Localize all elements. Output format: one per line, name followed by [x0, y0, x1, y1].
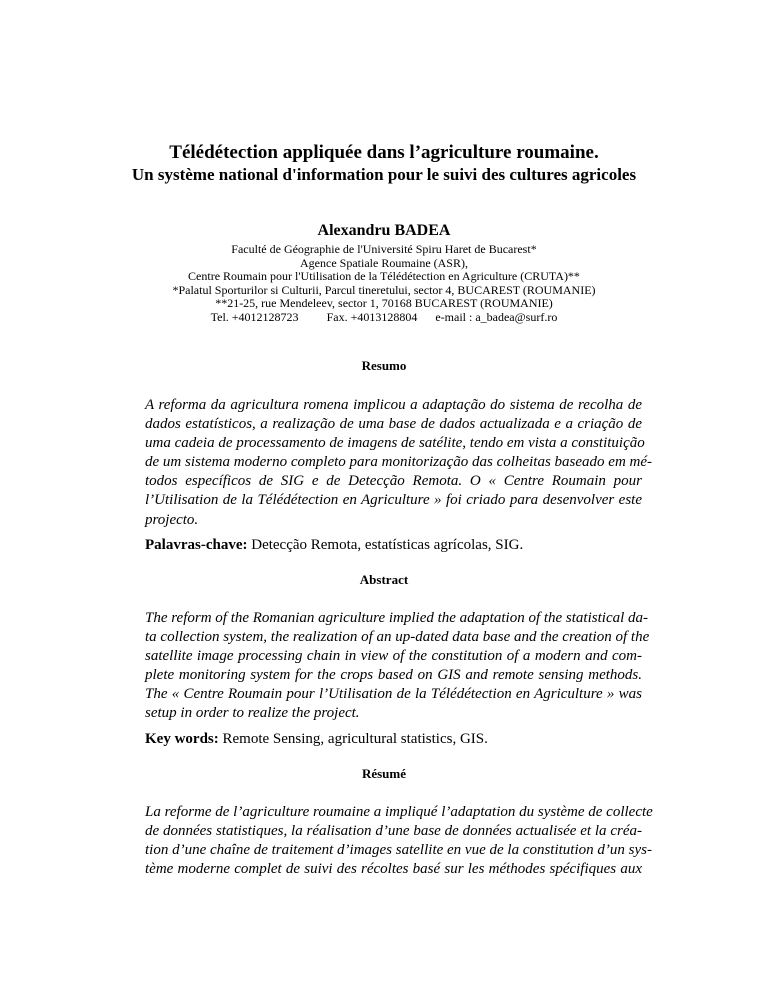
- affiliation-line: **21-25, rue Mendeleev, sector 1, 70168 BUCAREST (ROUMANIE): [215, 296, 553, 311]
- paper-title: Télédétection appliquée dans l’agriculture roumaine.: [169, 142, 599, 163]
- resumo-line: projecto.: [145, 511, 199, 528]
- abstract-line: The « Centre Roumain pour l’Utilisation de la Télédétection en Agriculture » was: [145, 686, 642, 703]
- paper-subtitle: Un système national d'information pour le suivi des cultures agricoles: [131, 165, 637, 184]
- resumo-line: dados estatísticos, a realização de uma base de dados actualizada e a criação de: [145, 416, 642, 433]
- author-name: Alexandru BADEA: [317, 222, 451, 239]
- resume-heading: Résumé: [361, 766, 407, 781]
- abstract-line: setup in order to realize the project.: [145, 705, 360, 722]
- resume-line: tion d’une chaîne de traitement d’images satellite en vue de la constitution d’un sys-: [145, 842, 652, 859]
- fax: Fax. +4013128804: [326, 309, 418, 324]
- affiliation-line: Agence Spatiale Roumaine (ASR),: [300, 255, 468, 270]
- resumo-keywords: [145, 536, 642, 555]
- resume-line: de données statistiques, la réalisation d’une base de données actualisée et la créa-: [145, 823, 642, 840]
- resumo-heading: Resumo: [361, 358, 407, 373]
- resume-body: [145, 803, 653, 879]
- abstract-keywords: [145, 730, 642, 749]
- resumo-line: A reforma da agricultura romena implicou a adaptação do sistema de recolha de: [145, 397, 642, 413]
- resume-line: tème moderne complet de suivi des récoltes basé sur les méthodes spécifiques aux: [145, 861, 642, 878]
- abstract-line: ta collection system, the realization of an up-dated data base and the creation of the: [145, 629, 650, 646]
- abstract-body: [145, 609, 650, 724]
- resume-line: La reforme de l’agriculture roumaine a impliqué l’adaptation du système de collecte: [145, 804, 653, 820]
- resumo-line: de um sistema moderno completo para monitorização das colheitas baseado em mé-: [145, 454, 653, 471]
- keywords-label: Palavras-chave:: [145, 537, 248, 553]
- email-address[interactable]: e-mail : a_badea@surf.ro: [435, 309, 558, 324]
- abstract-line: The reform of the Romanian agriculture implied the adaptation of the statistical da-: [145, 610, 649, 626]
- author-affiliations: [0, 243, 768, 325]
- resumo-line: l’Utilisation de la Télédétection en Agriculture » foi criado para desenvolver este: [145, 492, 642, 509]
- abstract-heading: Abstract: [359, 572, 409, 587]
- resumo-line: todos específicos de SIG e de Detecção Remota. O « Centre Roumain pour: [145, 473, 642, 490]
- keywords-text: Remote Sensing, agricultural statistics, GIS.: [222, 731, 488, 747]
- contact-line: [0, 311, 768, 325]
- keywords-label: Key words:: [145, 731, 219, 747]
- resumo-body: [145, 396, 653, 530]
- abstract-line: satellite image processing chain in view of the constitution of a modern and com-: [145, 648, 642, 665]
- affiliation-line: Centre Roumain pour l'Utilisation de la Télédétection en Agriculture (CRUTA)**: [188, 269, 580, 284]
- affiliation-line: Faculté de Géographie de l'Université Spiru Haret de Bucarest*: [231, 242, 537, 256]
- keywords-text: Detecção Remota, estatísticas agrícolas, SIG.: [251, 537, 524, 553]
- telephone: Tel. +4012128723: [210, 309, 299, 324]
- resumo-line: uma cadeia de processamento de imagens de satélite, tendo em vista a constituição: [145, 435, 645, 452]
- abstract-line: plete monitoring system for the crops based on GIS and remote sensing methods.: [145, 667, 642, 684]
- affiliation-line: *Palatul Sporturilor si Culturii, Parcul tineretului, sector 4, BUCAREST (ROUMANIE): [172, 282, 596, 297]
